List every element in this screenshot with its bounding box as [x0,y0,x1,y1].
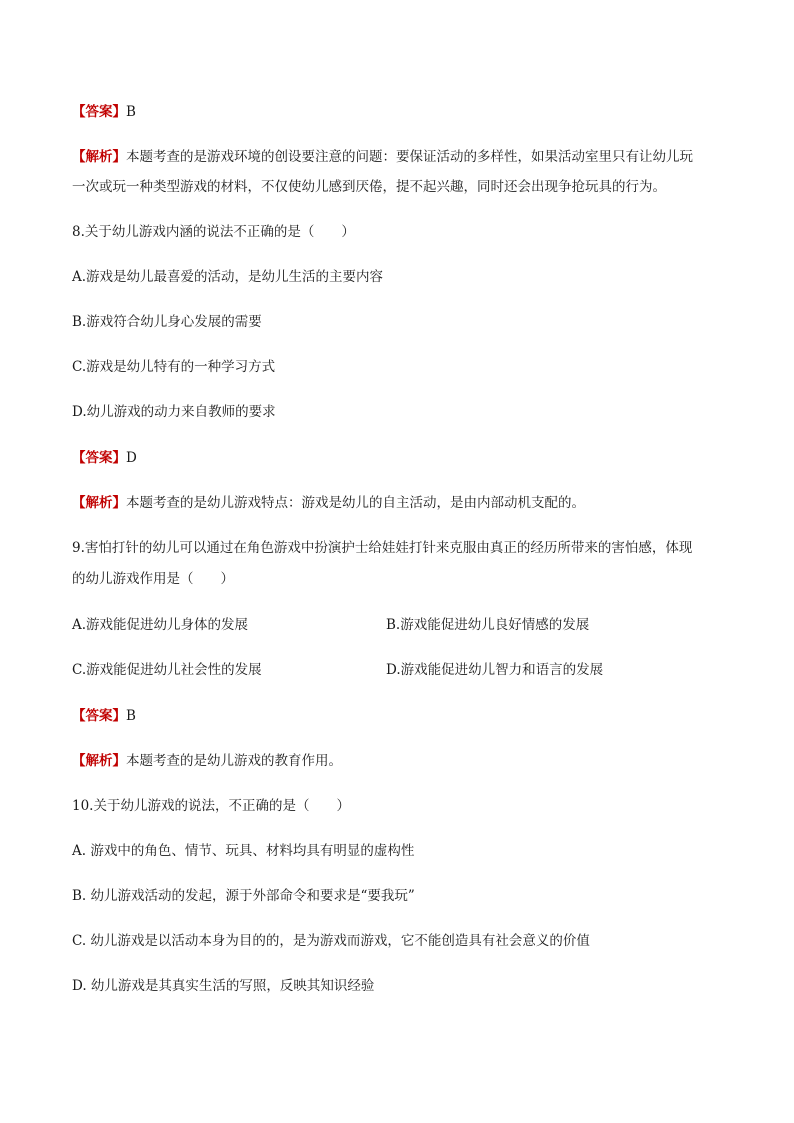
q8-option-b: B.游戏符合幼儿身心发展的需要 [72,314,262,330]
q9-option-d: D.游戏能促进幼儿智力和语言的发展 [386,662,604,678]
q9-stem-line-2: 的幼儿游戏作用是（ ） [72,571,234,587]
q9-option-a: A.游戏能促进幼儿身体的发展 [72,617,249,633]
q9-answer [72,706,732,726]
analysis-text: 本题考查的是幼儿游戏特点：游戏是幼儿的自主活动，是由内部动机支配的。 [126,495,585,511]
q8-option-d: D.幼儿游戏的动力来自教师的要求 [72,404,276,420]
q8-option-c: C.游戏是幼儿特有的一种学习方式 [72,359,276,375]
q9-analysis [72,751,732,771]
q8-option-a: A.游戏是幼儿最喜爱的活动，是幼儿生活的主要内容 [72,269,384,285]
q10-option-b: B. 幼儿游戏活动的发起，源于外部命令和要求是“要我玩” [72,888,415,904]
answer-value: D [126,450,137,466]
answer-tag: 【答案】 [72,104,126,120]
analysis-tag: 【解析】 [72,149,126,165]
q7-analysis-line-2: 一次或玩一种类型游戏的材料，不仅使幼儿感到厌倦，提不起兴趣，同时还会出现争抢玩具的行为。 [72,179,666,195]
q7-analysis-line-1 [72,147,732,167]
answer-value: B [126,708,136,724]
q8-answer [72,448,732,468]
analysis-text: 本题考查的是幼儿游戏的教育作用。 [126,753,342,769]
answer-tag: 【答案】 [72,708,126,724]
q9-stem-line-1: 9.害怕打针的幼儿可以通过在角色游戏中扮演护士给娃娃打针来克服由真正的经历所带来的害怕感，体现 [72,540,693,556]
analysis-tag: 【解析】 [72,495,126,511]
q8-stem: 8.关于幼儿游戏内涵的说法不正确的是（ ） [72,224,355,240]
q10-stem: 10.关于幼儿游戏的说法，不正确的是（ ） [72,798,350,814]
analysis-tag: 【解析】 [72,753,126,769]
answer-tag: 【答案】 [72,450,126,466]
q8-analysis [72,493,732,513]
answer-value: B [126,104,136,120]
analysis-text: 本题考查的是游戏环境的创设要注意的问题：要保证活动的多样性，如果活动室里只有让幼儿玩 [126,149,693,165]
q10-option-a: A. 游戏中的角色、情节、玩具、材料均具有明显的虚构性 [72,843,415,859]
q7-answer [72,102,732,122]
q10-option-d: D. 幼儿游戏是其真实生活的写照，反映其知识经验 [72,978,375,994]
q9-option-b: B.游戏能促进幼儿良好情感的发展 [386,617,590,633]
q10-option-c: C. 幼儿游戏是以活动本身为目的的，是为游戏而游戏，它不能创造具有社会意义的价值 [72,933,590,949]
q9-option-c: C.游戏能促进幼儿社会性的发展 [72,662,262,678]
